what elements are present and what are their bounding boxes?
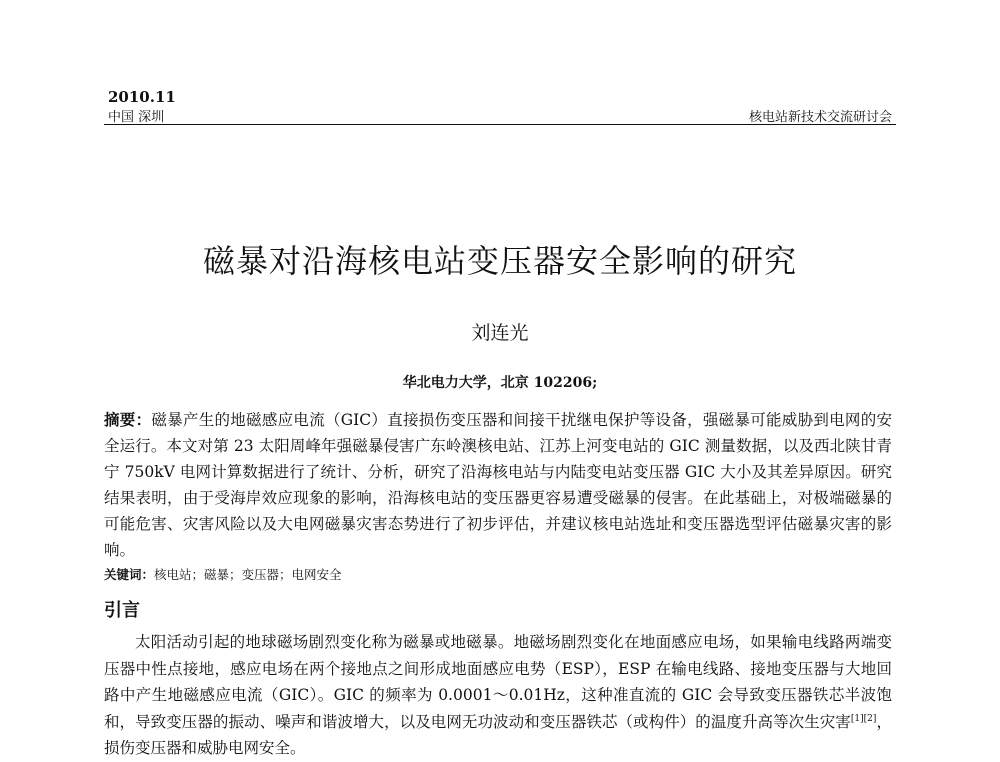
header-conference: 核电站新技术交流研讨会 — [748, 110, 892, 125]
keywords — [104, 567, 892, 583]
paper-affiliation: 华北电力大学，北京 102206; — [402, 375, 598, 391]
paper-title: 磁暴对沿海核电站变压器安全影响的研究 — [202, 242, 797, 280]
header-location: 中国 深圳 — [108, 110, 165, 125]
abstract-label: 摘要： — [104, 410, 152, 429]
keywords-text: 核电站；磁暴；变压器；电网安全 — [154, 567, 342, 582]
keywords-label: 关键词： — [104, 567, 155, 582]
header-date: 2010.11 — [108, 88, 176, 106]
intro-paragraph-main: 太阳活动引起的地球磁场剧烈变化称为磁暴或地磁暴。地磁场剧烈变化在地面感应电场，如果输电线路两端变压器中性点接地，感应电场在两个接地点之间形成地面感应电势（ESP），ESP 在输电线路、接地变压器与大地回路中产生地磁感应电流（GIC）。GIC 的频率为 0.0001～0.01Hz，这种准直流的 GIC 会导致变压器铁芯半波饱和，导致变压器的振动、噪声和谐波增大，以及电网无功波动和变压器铁芯（或构件）的温度升高等次生灾害 — [104, 633, 892, 731]
citation-ref[interactable]: [1][2] — [850, 713, 877, 724]
abstract — [104, 407, 892, 563]
paper-author: 刘连光 — [471, 322, 529, 344]
section-heading-intro: 引言 — [104, 600, 140, 621]
intro-paragraph-end: ，损伤变压器和威胁电网安全。 — [104, 712, 892, 757]
abstract-text: 磁暴产生的地磁感应电流（GIC）直接损伤变压器和间接干扰继电保护等设备，强磁暴可能威胁到电网的安全运行。本文对第 23 太阳周峰年强磁暴侵害广东岭澳核电站、江苏上河变电站的 GIC 测量数据，以及西北陕甘青宁 750kV 电网计算数据进行了统计、分析，研究了沿海核电站与内陆变电站变压器 GIC 大小及其差异原因。研究结果表明，由于受海岸效应现象的影响，沿海核电站的变压器更容易遭受磁暴的侵害。在此基础上，对极端磁暴的可能危害、灾害风险以及大电网磁暴灾害态势进行了初步评估，并建议核电站选址和变压器选型评估磁暴灾害的影响。 — [104, 411, 892, 559]
header-rule — [104, 124, 896, 125]
intro-paragraph — [104, 629, 892, 762]
